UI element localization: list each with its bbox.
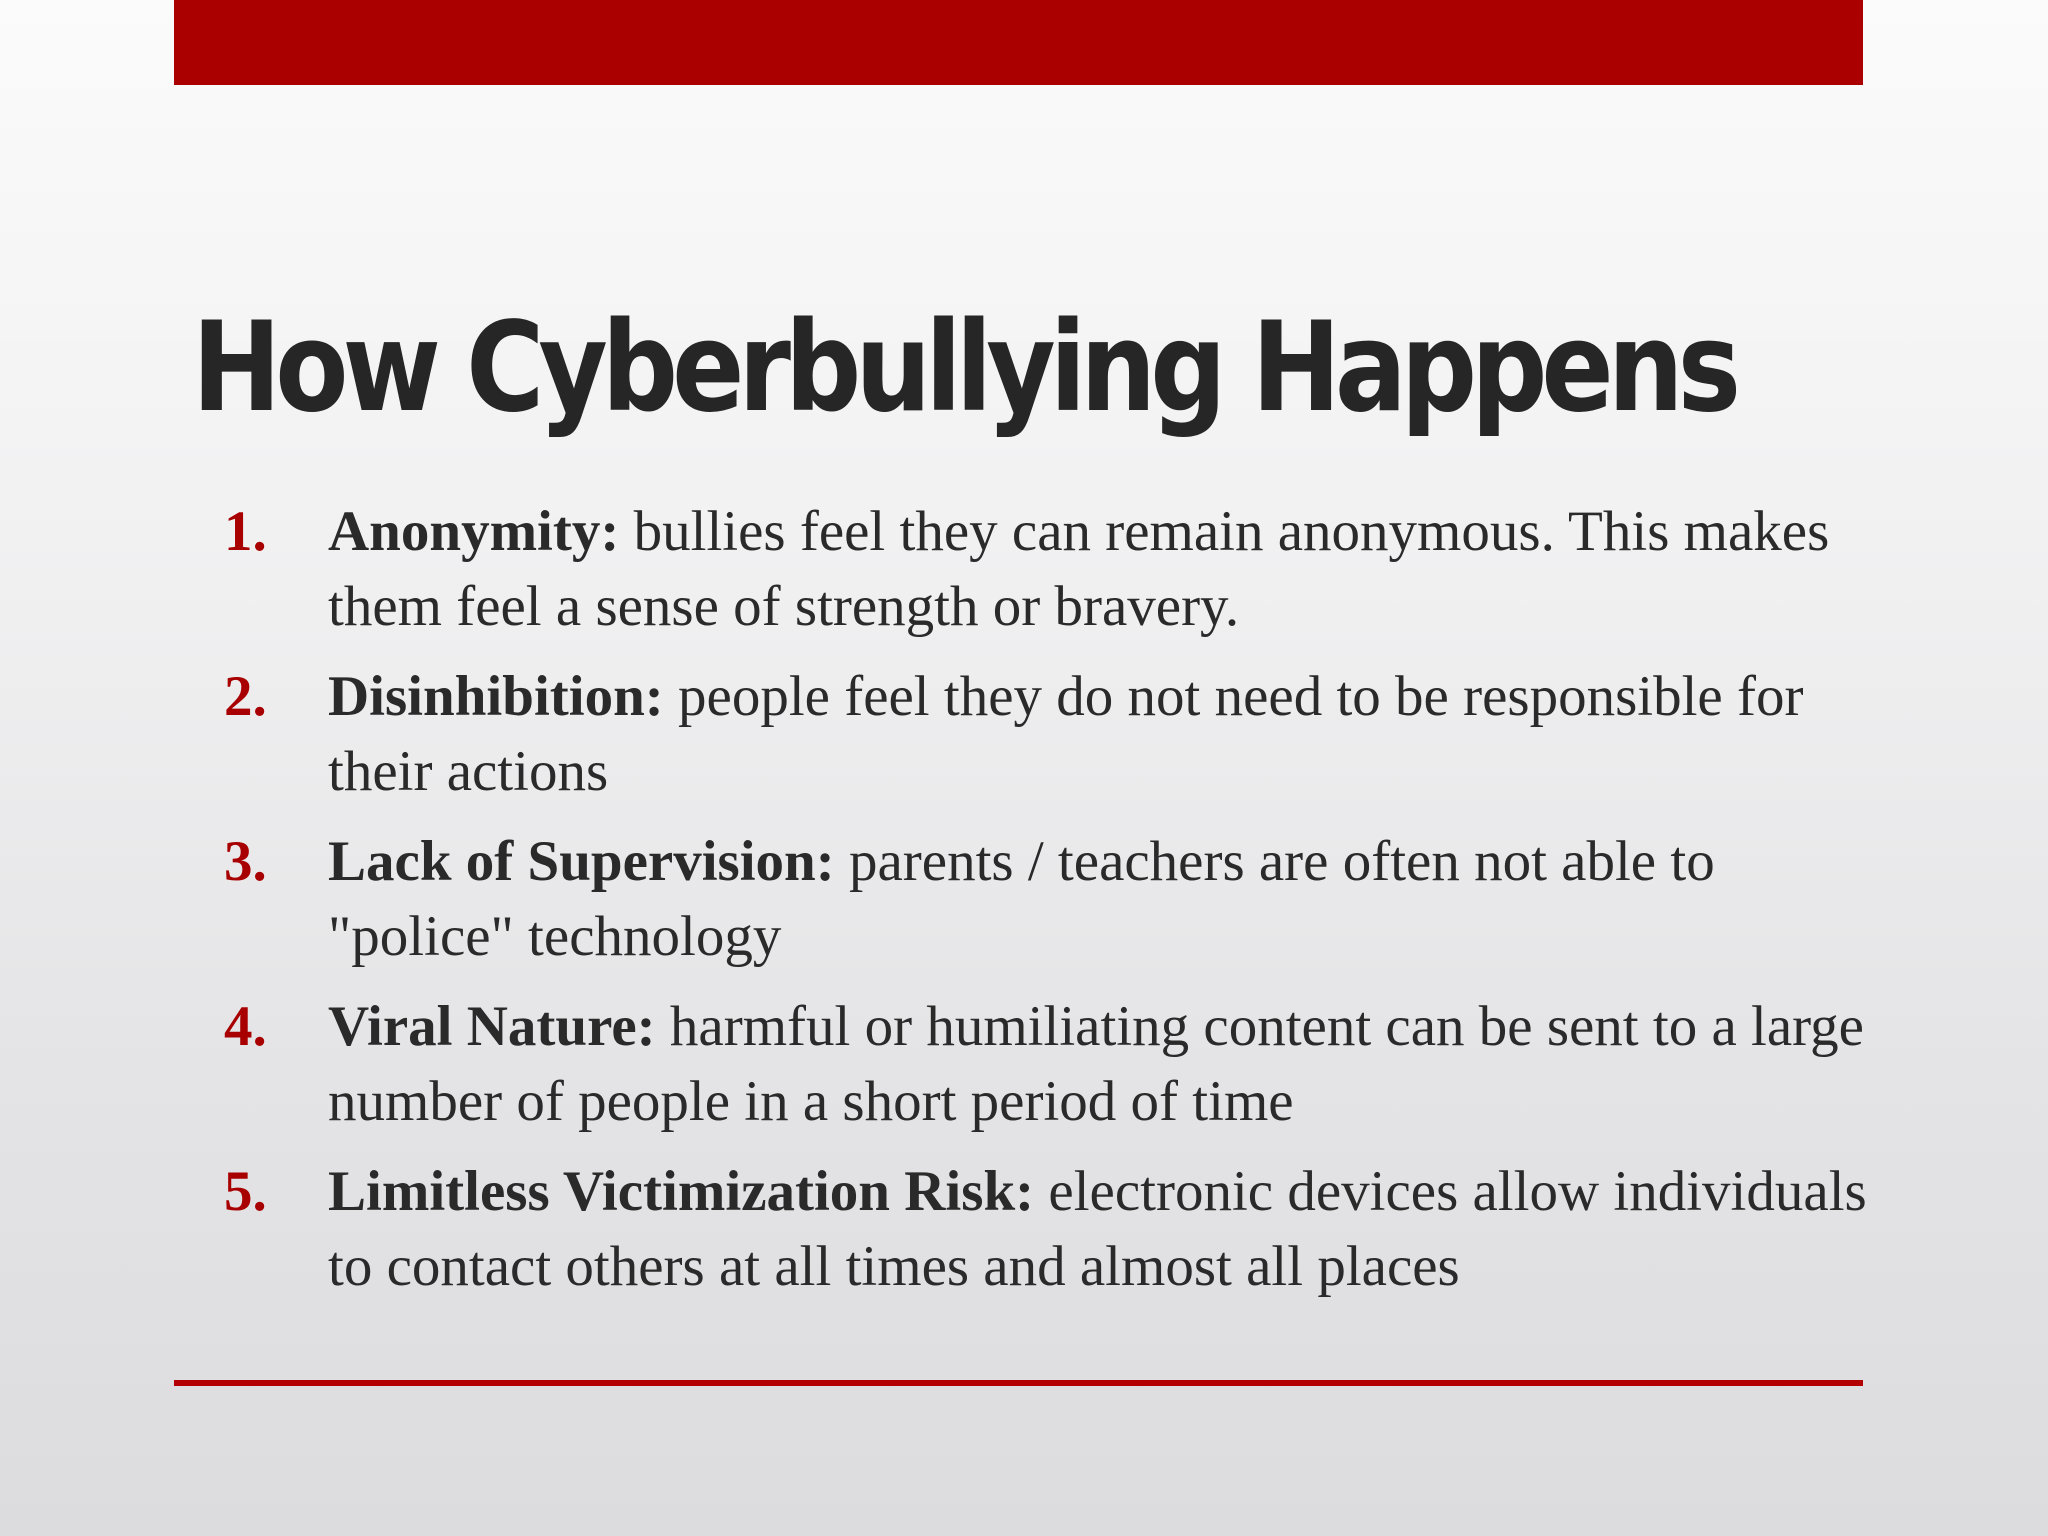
- item-term: Lack of Supervision:: [328, 830, 835, 893]
- item-number: 2.: [224, 665, 267, 728]
- item-term: Anonymity:: [328, 500, 620, 563]
- item-number: 4.: [224, 995, 267, 1058]
- bottom-divider-line: [174, 1380, 1863, 1386]
- item-text: parents / teachers are often not able to "police" technology: [328, 830, 1715, 968]
- item-text: bullies feel they can remain anonymous. This makes them feel a sense of strength or bravery.: [328, 500, 1830, 638]
- list-item: [224, 989, 1884, 1139]
- item-text: electronic devices allow individuals to contact others at all times and almost all places: [328, 1160, 1867, 1298]
- item-number: 5.: [224, 1160, 267, 1223]
- item-term: Viral Nature:: [328, 995, 656, 1058]
- item-term: Limitless Victimization Risk:: [328, 1160, 1035, 1223]
- item-term: Disinhibition:: [328, 665, 664, 728]
- item-number: 1.: [224, 500, 267, 563]
- reasons-list: [224, 494, 1884, 1319]
- item-text: people feel they do not need to be responsible for their actions: [328, 665, 1804, 803]
- top-accent-bar: [174, 0, 1863, 85]
- item-text: harmful or humiliating content can be sent to a large number of people in a short period of time: [328, 995, 1864, 1133]
- list-item: [224, 659, 1884, 809]
- item-number: 3.: [224, 830, 267, 893]
- list-item: [224, 494, 1884, 644]
- list-item: [224, 824, 1884, 974]
- slide-title: How Cyberbullying Happens: [192, 296, 1736, 440]
- list-item: [224, 1154, 1884, 1304]
